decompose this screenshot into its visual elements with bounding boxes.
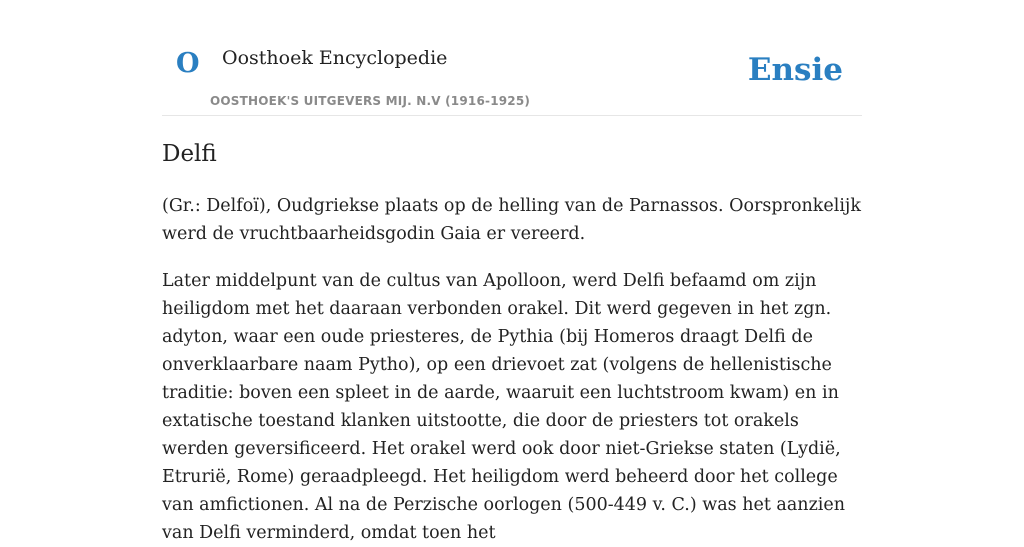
book-logo[interactable]: O bbox=[176, 48, 200, 79]
header bbox=[162, 0, 862, 116]
book-title-link[interactable]: Oosthoek Encyclopedie bbox=[222, 47, 448, 69]
article-paragraph: (Gr.: Delfoï), Oudgriekse plaats op de helling van de Parnassos. Oorspronkelijk werd de vruchtbaarheidsgodin Gaia er vereerd. bbox=[162, 196, 861, 244]
ensie-logo-link[interactable]: Ensie bbox=[747, 52, 843, 88]
content-container bbox=[162, 0, 862, 543]
entry-title: Delfi bbox=[162, 141, 217, 167]
article-paragraph: Later middelpunt van de cultus van Apolloon, werd Delfi befaamd om zijn heiligdom met het daaraan verbonden orakel. Dit werd gegeven in het zgn. adyton, waar een oude priesteres, de Pythia (bij Homeros draagt Delfi de onverklaarbare naam Pytho), op een drievoet zat (volgens de hellenistische traditie: boven een spleet in de aarde, waaruit een luchtstroom kwam) en in extatische toestand klanken uitstootte, die door de priesters tot orakels werden geversificeerd. Het orakel werd ook door niet-Griekse staten (Lydië, Etrurië, Rome) geraadpleegd. Het heiligdom werd beheerd door het college van amfictionen. Al na de Perzische oorlogen (500-449 v. C.) was het aanzien van Delfi verminderd, omdat toen het bbox=[162, 271, 846, 543]
publisher-label: OOSTHOEK'S UITGEVERS MIJ. N.V (1916-1925) bbox=[210, 94, 531, 108]
